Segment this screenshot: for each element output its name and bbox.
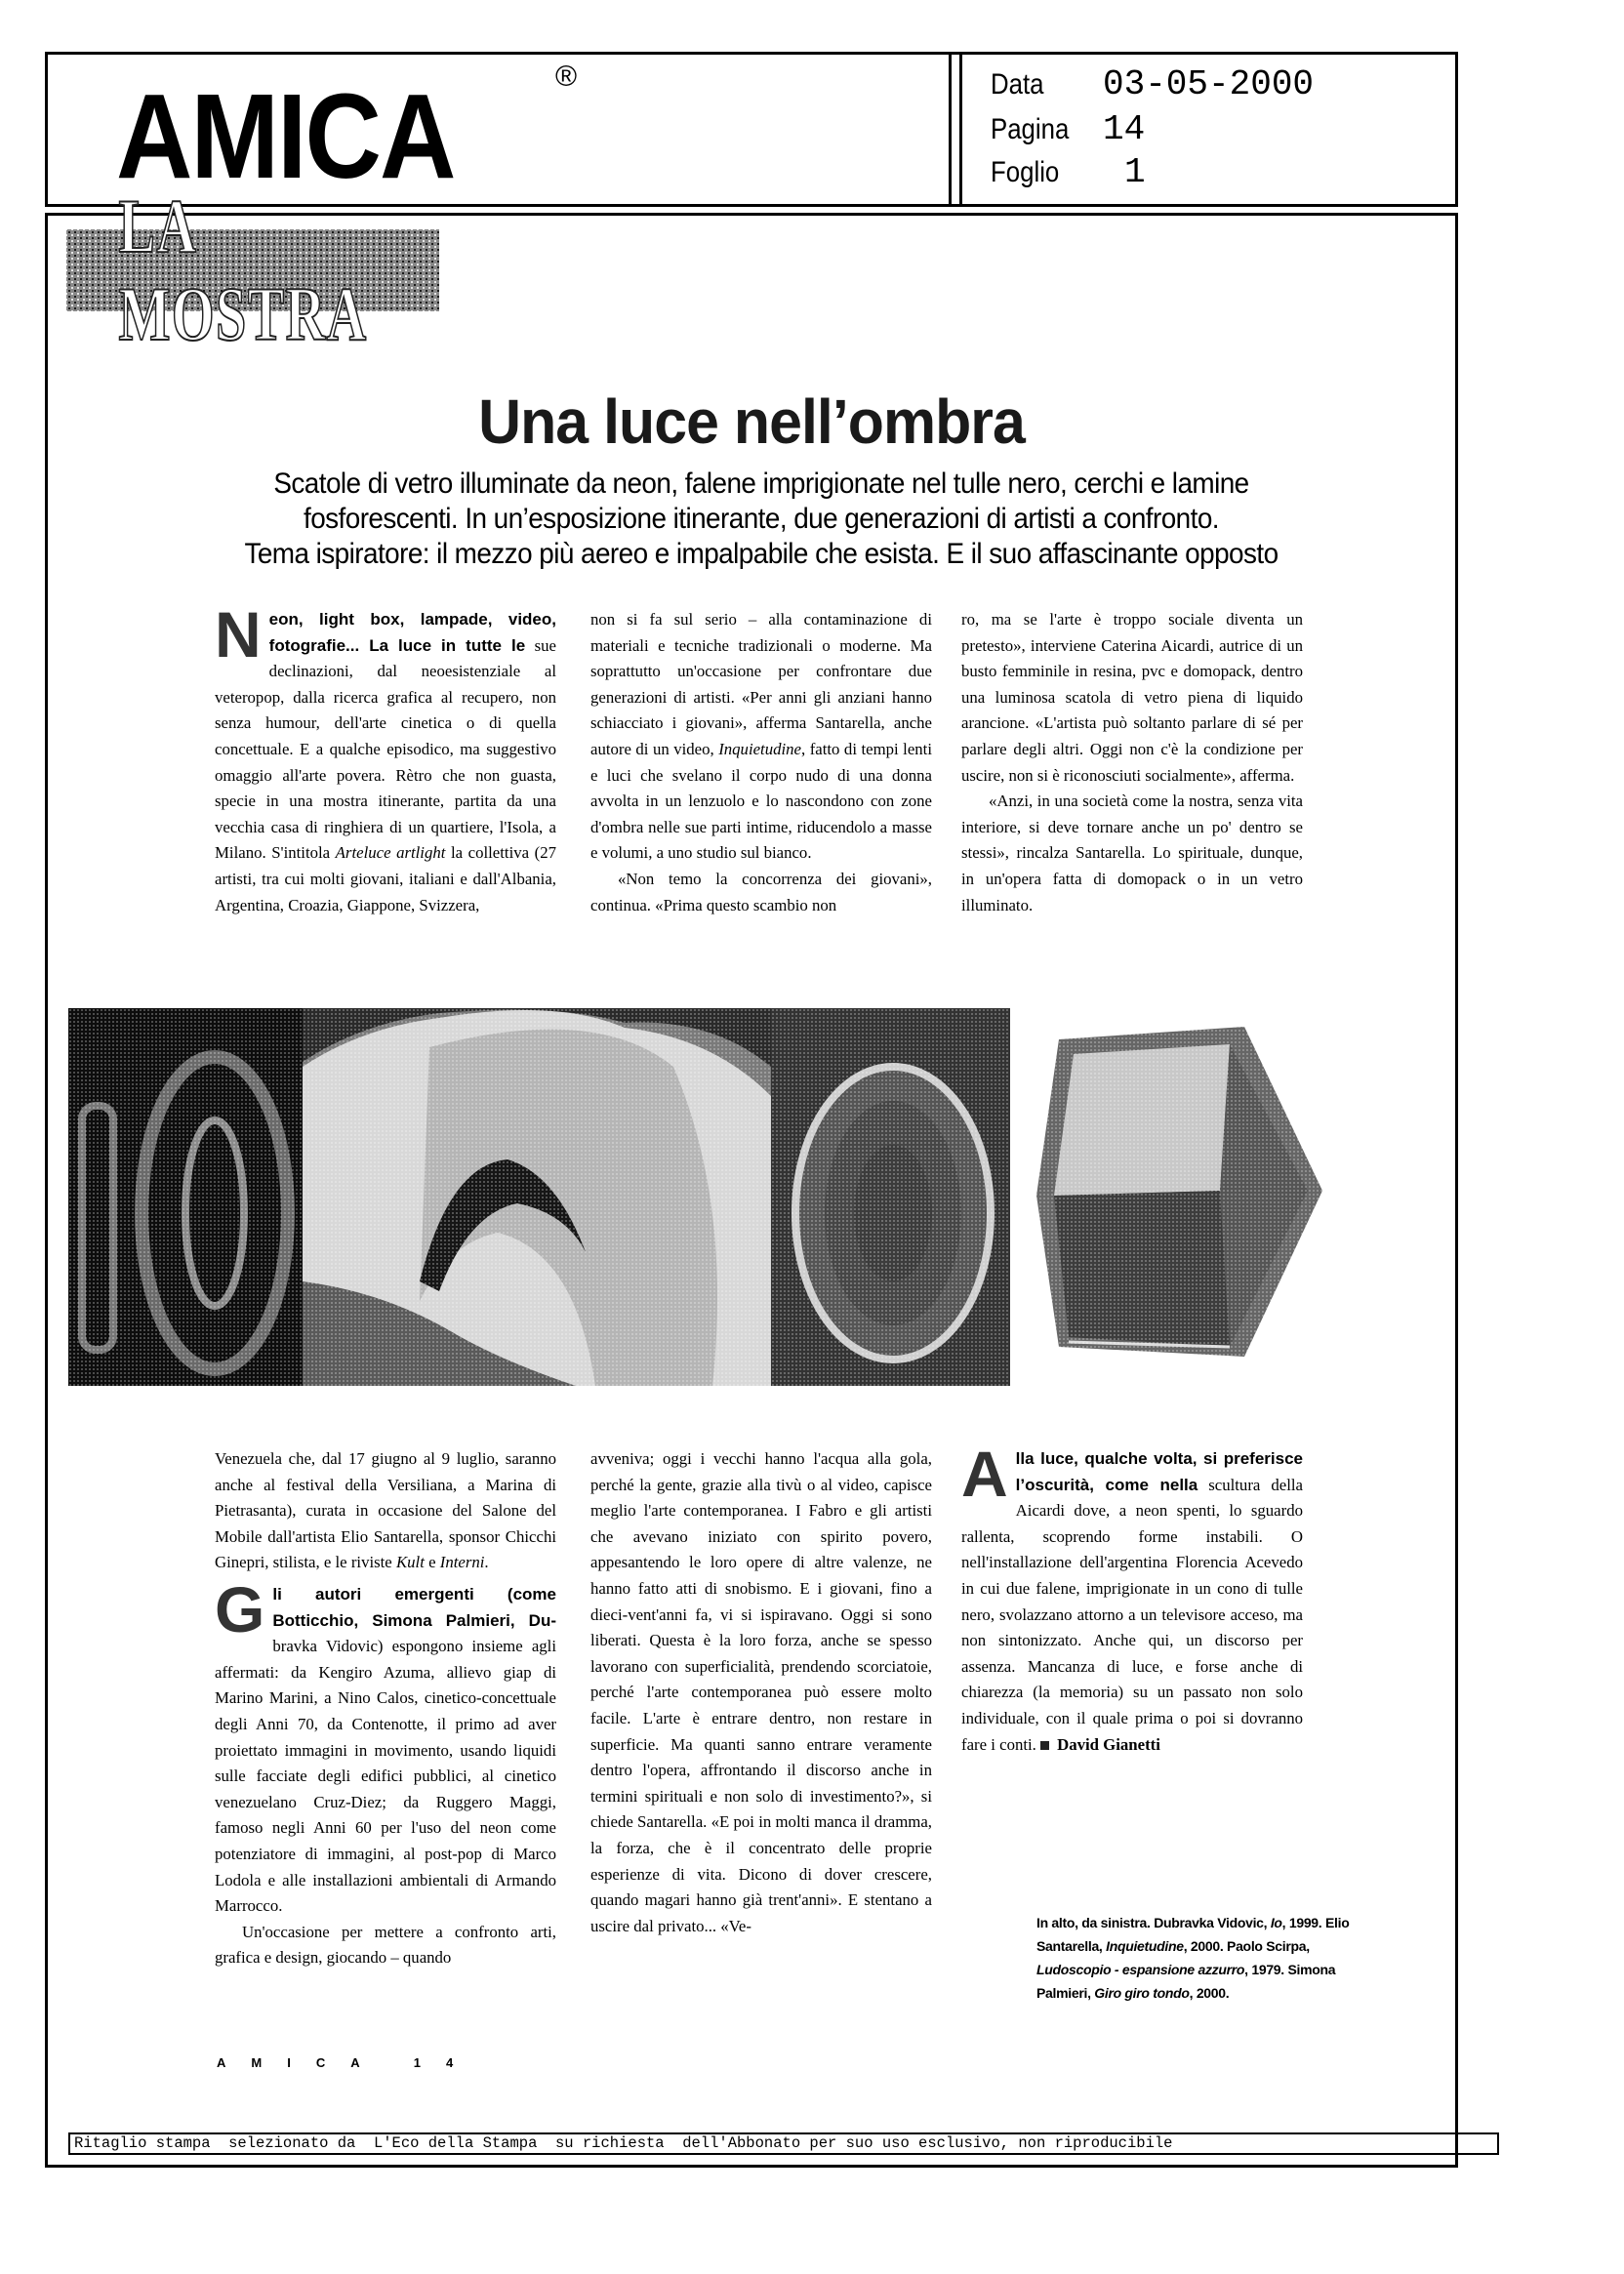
- subtitle-line: Tema ispiratore: il mezzo più aereo e impalpabile che esista. E il suo affascinante opposto: [244, 538, 1279, 570]
- caption-work-title: Ludoscopio - espansione azzurro: [1036, 1962, 1245, 1977]
- body-text: non si fa sul serio – alla contaminazione di materiali e tecniche tradizionali o moderne. Ma soprattutto un'occasione per confrontare due generazioni di artisti. «Per anni gli anziani hanno schiacciato i giovani», afferma Santarella, anche autore di un video,: [590, 610, 932, 758]
- paragraph: «Anzi, in una società come la nostra, senza vita interiore, si deve tornare anche un po' dentro se stessi», rincalza Santarella. Lo spirituale, dunque, in un'opera fatta di domopack o in un vetro illuminato.: [961, 792, 1303, 914]
- artwork-io-graphic: [68, 1008, 303, 1386]
- info-sheet: [991, 152, 1146, 192]
- article-subtitle: [144, 467, 1379, 572]
- image-caption: [1036, 1911, 1359, 2005]
- work-title: Inquietudine: [718, 739, 802, 758]
- body-text: .: [484, 1553, 489, 1572]
- artwork-image-giro-giro-tondo: [1035, 1025, 1327, 1361]
- body-text: Venezuela che, dal 17 giugno al 9 luglio, saranno anche al festival della Versiliana, a Marina di Pietrasanta), curata in occasione del Salone del Mobile dall'artista Elio Santarella, sponsor Chicchi Ginepri, stilista, e le riviste: [215, 1449, 556, 1572]
- artwork-giro-giro-tondo-graphic: [1035, 1025, 1327, 1361]
- article-column-1: [215, 598, 556, 918]
- author-byline: David Gianetti: [1057, 1734, 1160, 1754]
- body-text: , fatto di tempi lenti e luci che svelano il corpo nudo di una donna avvolta in un lenzuolo e lo nascondono con zone d'ombra nelle sue parti intime, riducendolo a masse e volumi, a uno studio sul bianco.: [590, 739, 932, 863]
- info-date-value: 03-05-2000: [1103, 64, 1315, 104]
- info-date: [991, 64, 1315, 104]
- drop-cap: A: [961, 1438, 1008, 1510]
- paragraph: avveniva; oggi i vecchi hanno l'acqua alla gola, perché la gente, grazie alla tivù o al video, capisce meglio l'arte contemporanea. I Fabro e gli artisti che avevano iniziato con spirito povero, appesantendo le loro opere di altre valenze, ne hanno fatto atti di snobismo. E i giovani, fino a dieci-vent'anni fa, vi si ispiravano. Oggi si sono liberati. Questa è la loro forza, anche se spesso lavorano con superficialità, prendendo scorciatoie, perché l'arte contemporanea può essere molto facile. L'arte è entrare dentro, non restare in superficie. Ma quanti sanno entrare veramente dentro l'opera, affrontando il discorso anche in termini spirituali e non solo di investimento?», si chiede Santarella. «E poi in molti manca il dramma, la forza, che è il concentrato delle proprie esperienze di vita. Dicono di dover crescere, quando magari hanno già trent'anni». E stentano a uscire dal privato... «Ve-: [590, 1449, 932, 1935]
- caption-text: , 1979. Simona Palmieri,: [1036, 1962, 1336, 2001]
- caption-text: In alto, da sinistra. Dubravka Vidovic,: [1036, 1915, 1271, 1930]
- body-text: la collettiva (27 artisti, tra cui molti giovani, italiani e dall'Albania, Argentina, Croazia, Giappone, Svizzera,: [215, 843, 556, 914]
- lead-text: eon, light box, lampade, video, fotografie... La luce in tutte le: [268, 610, 556, 655]
- end-mark-icon: [1040, 1741, 1049, 1750]
- publication-logo: AMICA: [116, 68, 455, 205]
- article-column-3: [961, 607, 1303, 918]
- caption-work-title: Inquietudine: [1106, 1938, 1184, 1954]
- artwork-image-inquietudine: [303, 1008, 771, 1386]
- exhibition-title: Arteluce artlight: [335, 843, 446, 863]
- article-column-2: [590, 607, 932, 918]
- caption-text: , 2000.: [1189, 1985, 1230, 2001]
- paragraph: ro, ma se l'arte è troppo sociale diventa un pretesto», interviene Caterina Aicardi, autrice di un busto femminile in resina, pvc e domopack, dentro una luminosa scatola di vetro piena di liquido arancione. «L'artista può soltanto parlare di sé per parlare degli altri. Oggi non c'è la condizione per uscire, non si è riconosciuti socialmente», afferma.: [961, 610, 1303, 785]
- artwork-inquietudine-graphic: [303, 1008, 771, 1386]
- info-date-label: Data: [991, 68, 1044, 101]
- section-badge: [66, 183, 439, 356]
- article-column-4: [215, 1446, 556, 1971]
- body-text: bravka Vidovic) espongono insieme agli affermati: da Kengiro Azuma, allievo giap di Marino Marini, a Nino Calos, cinetico-concettuale degli Anni 70, da Contenotte, il primo ad aver proiettato immagini in movimento, usando liquidi sulle facciate degli edifici pubblici, al cinetico venezuelano Cruz-Diez; da Ruggero Maggi, famoso negli Anni 60 per l'uso del neon come potenziatore di immagini, al post-pop di Marco Lodola e alle installazioni ambientali di Armando Marrocco.: [215, 1637, 556, 1916]
- body-text: sue declinazioni, dal neoesistenziale al veteropop, dalla ricerca grafica al recupero, non senza humour, dell'arte cinetica o di quella concettuale. E a qualche episodico, ma suggestivo omaggio all'arte povera. Rètro che non guasta, specie in una mostra itinerante, partita da una vecchia casa di ringhiera di un quartiere, l'Isola, a Milano. S'intitola: [215, 635, 556, 863]
- caption-text: , 2000. Paolo Scirpa,: [1183, 1938, 1310, 1954]
- caption-work-title: Giro giro tondo: [1094, 1985, 1190, 2001]
- magazine-name: Interni: [439, 1553, 485, 1572]
- artwork-image-io: [68, 1008, 303, 1386]
- body-text: e: [424, 1553, 440, 1572]
- info-page-value: 14: [1103, 109, 1146, 149]
- publication-info-box: [949, 52, 1458, 207]
- body-text: scultura della Aicardi dove, a neon spenti, lo sguardo rallenta, scoprendo forme instabili. O nell'installazione dell'argentina Florencia Acevedo in cui due falene, imprigionate in un cono di tulle nero, svolazzano attorno a un televisore acceso, ma non sintonizzato. Anche qui, un discorso per assenza. Mancanza di luce, e forse anche di chiarezza (la memoria) su un passato non solo individuale, con il quale prima o poi si dovranno fare i conti.: [961, 1475, 1303, 1754]
- info-sheet-label: Foglio: [991, 156, 1060, 188]
- subtitle-line: fosforescenti. In un’esposizione itinerante, due generazioni di artisti a confronto.: [304, 503, 1219, 535]
- caption-text: , 1999. Elio Santarella,: [1036, 1915, 1350, 1954]
- drop-cap: G: [215, 1572, 265, 1645]
- page-folio: AMICA 14: [217, 2055, 479, 2070]
- info-sheet-value: 1: [1124, 152, 1146, 192]
- article-title: Una luce nell’ombra: [478, 386, 1025, 457]
- lead-text: lla luce, qualche volta, si preferisce l’oscurità, come nella: [1015, 1449, 1303, 1494]
- artwork-image-ludoscopio: [771, 1008, 1010, 1386]
- article-column-6: [961, 1438, 1303, 1758]
- registered-mark: ®: [555, 61, 578, 93]
- info-page-label: Pagina: [991, 113, 1070, 145]
- magazine-name: Kult: [395, 1553, 425, 1572]
- artwork-ludoscopio-graphic: [771, 1008, 1010, 1386]
- paragraph: Un'occasione per mettere a confronto arti, grafica e design, giocando – quando: [215, 1922, 556, 1968]
- article-column-5: [590, 1446, 932, 1939]
- caption-work-title: Io: [1270, 1915, 1282, 1930]
- press-clipping-notice: Ritaglio stampa selezionato da L'Eco della Stampa su richiesta dell'Abbonato per suo uso esclusivo, non riproducibile: [68, 2132, 1499, 2155]
- drop-cap: N: [215, 598, 262, 670]
- subtitle-line: Scatole di vetro illuminate da neon, falene imprigionate nel tulle nero, cerchi e lamine: [273, 467, 1249, 500]
- section-label: LA MOSTRA: [118, 183, 368, 356]
- info-page: [991, 109, 1146, 149]
- lead-text: li autori emergenti (come Botticchio, Simona Palmieri, Du-: [272, 1584, 556, 1630]
- paragraph: «Non temo la concorrenza dei giovani», continua. «Prima questo scambio non: [590, 869, 932, 914]
